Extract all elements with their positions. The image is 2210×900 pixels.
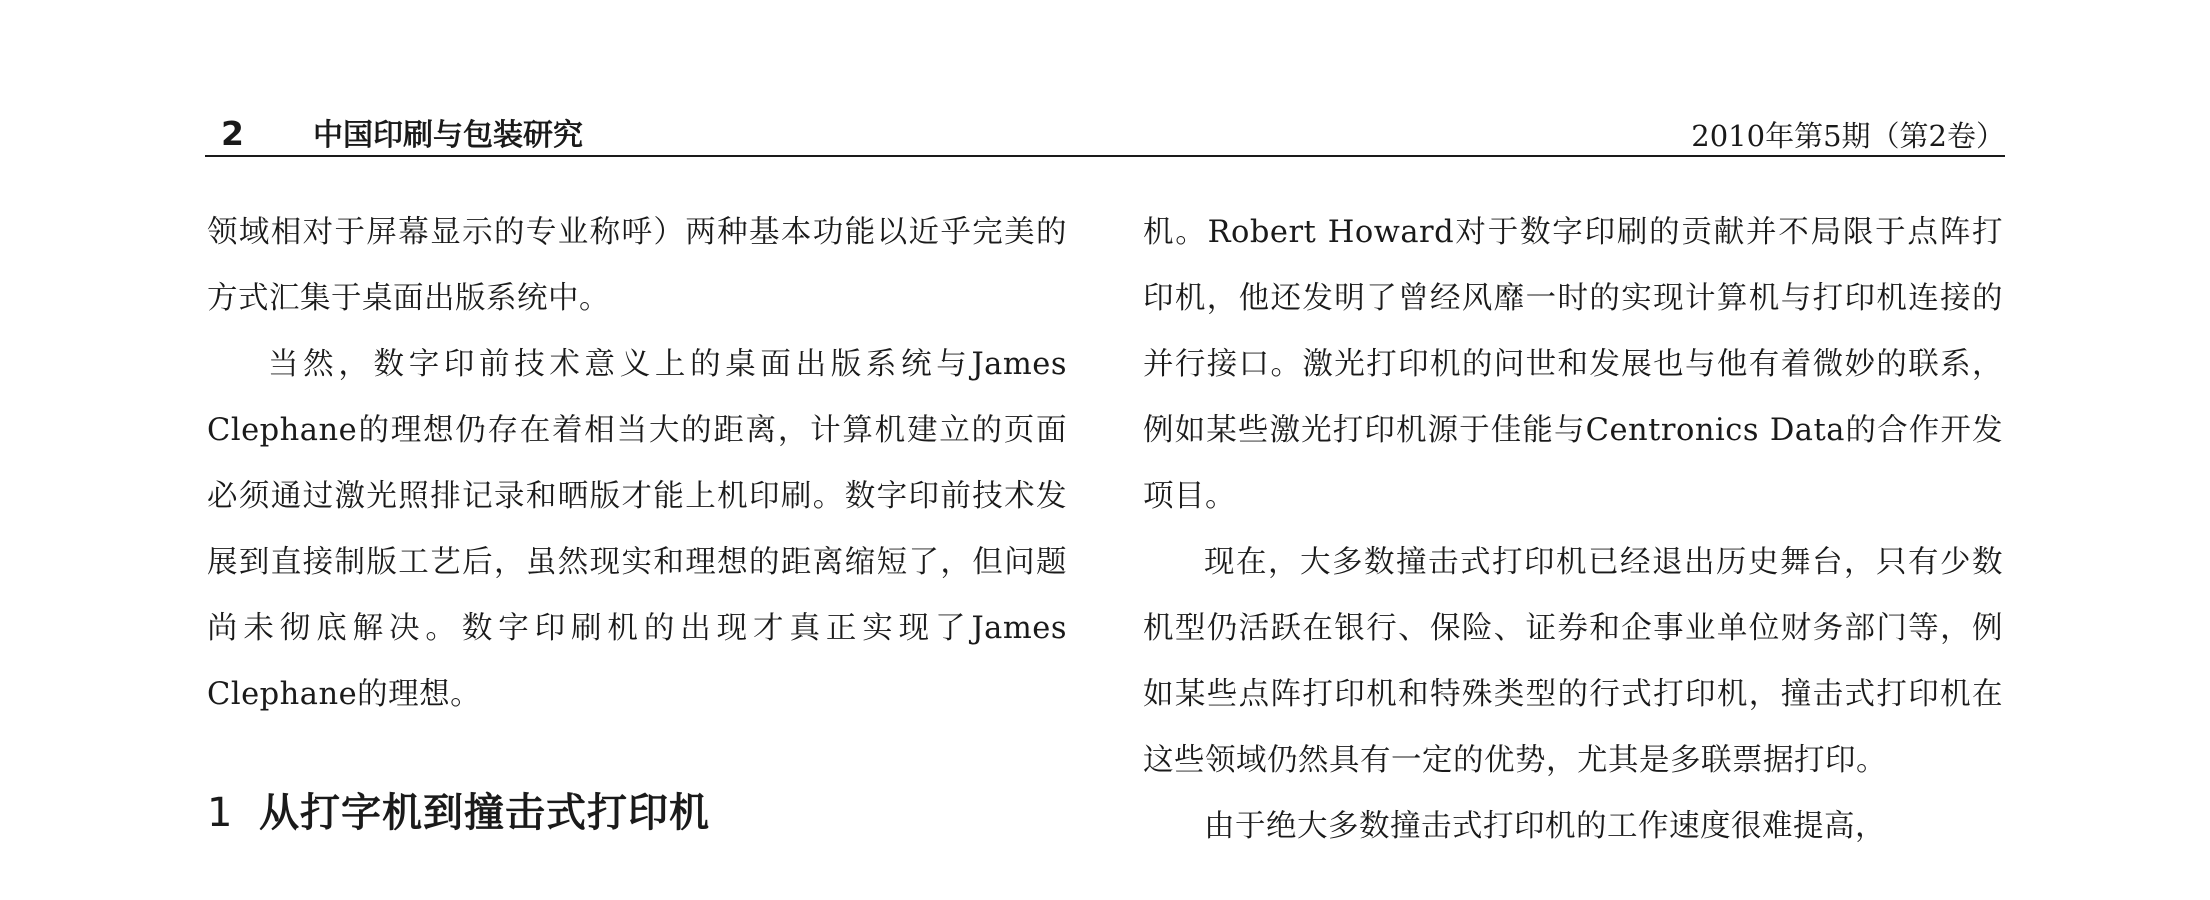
left-paragraph-1: 领域相对于屏幕显示的专业称呼）两种基本功能以近乎完美的方式汇集于桌面出版系统中。 bbox=[207, 215, 1067, 316]
section-number: 1 bbox=[207, 790, 234, 836]
running-header bbox=[205, 112, 2005, 158]
section-heading bbox=[207, 780, 1067, 846]
left-column bbox=[207, 200, 1067, 846]
left-paragraph-2: 当然，数字印前技术意义上的桌面出版系统与James Clephane的理想仍存在着相当大的距离，计算机建立的页面必须通过激光照排记录和晒版才能上机印刷。数字印前技术发展到直接制版工艺后，虽然现实和理想的距离缩短了，但问题尚未彻底解决。数字印刷机的出现才真正实现了James Clephane的理想。 bbox=[207, 347, 1067, 712]
right-paragraph-2: 现在，大多数撞击式打印机已经退出历史舞台，只有少数机型仍活跃在银行、保险、证券和企事业单位财务部门等，例如某些点阵打印机和特殊类型的行式打印机，撞击式打印机在这些领域仍然具有一定的优势，尤其是多联票据打印。 bbox=[1143, 545, 2003, 778]
section-title: 从打字机到撞击式打印机 bbox=[259, 790, 710, 836]
right-paragraph-1: 机。Robert Howard对于数字印刷的贡献并不局限于点阵打印机，他还发明了曾经风靡一时的实现计算机与打印机连接的并行接口。激光打印机的问世和发展也与他有着微妙的联系，例如某些激光打印机源于佳能与Centronics Data的合作开发项目。 bbox=[1143, 215, 2003, 514]
right-paragraph-3: 由于绝大多数撞击式打印机的工作速度很难提高， bbox=[1204, 809, 1886, 844]
right-column bbox=[1143, 200, 2003, 860]
header-divider bbox=[205, 155, 2005, 157]
section-spacer bbox=[207, 728, 1067, 780]
page-number: 2 bbox=[221, 114, 244, 153]
journal-title: 中国印刷与包装研究 bbox=[313, 118, 583, 153]
issue-info: 2010年第5期（第2卷） bbox=[1691, 119, 2005, 153]
